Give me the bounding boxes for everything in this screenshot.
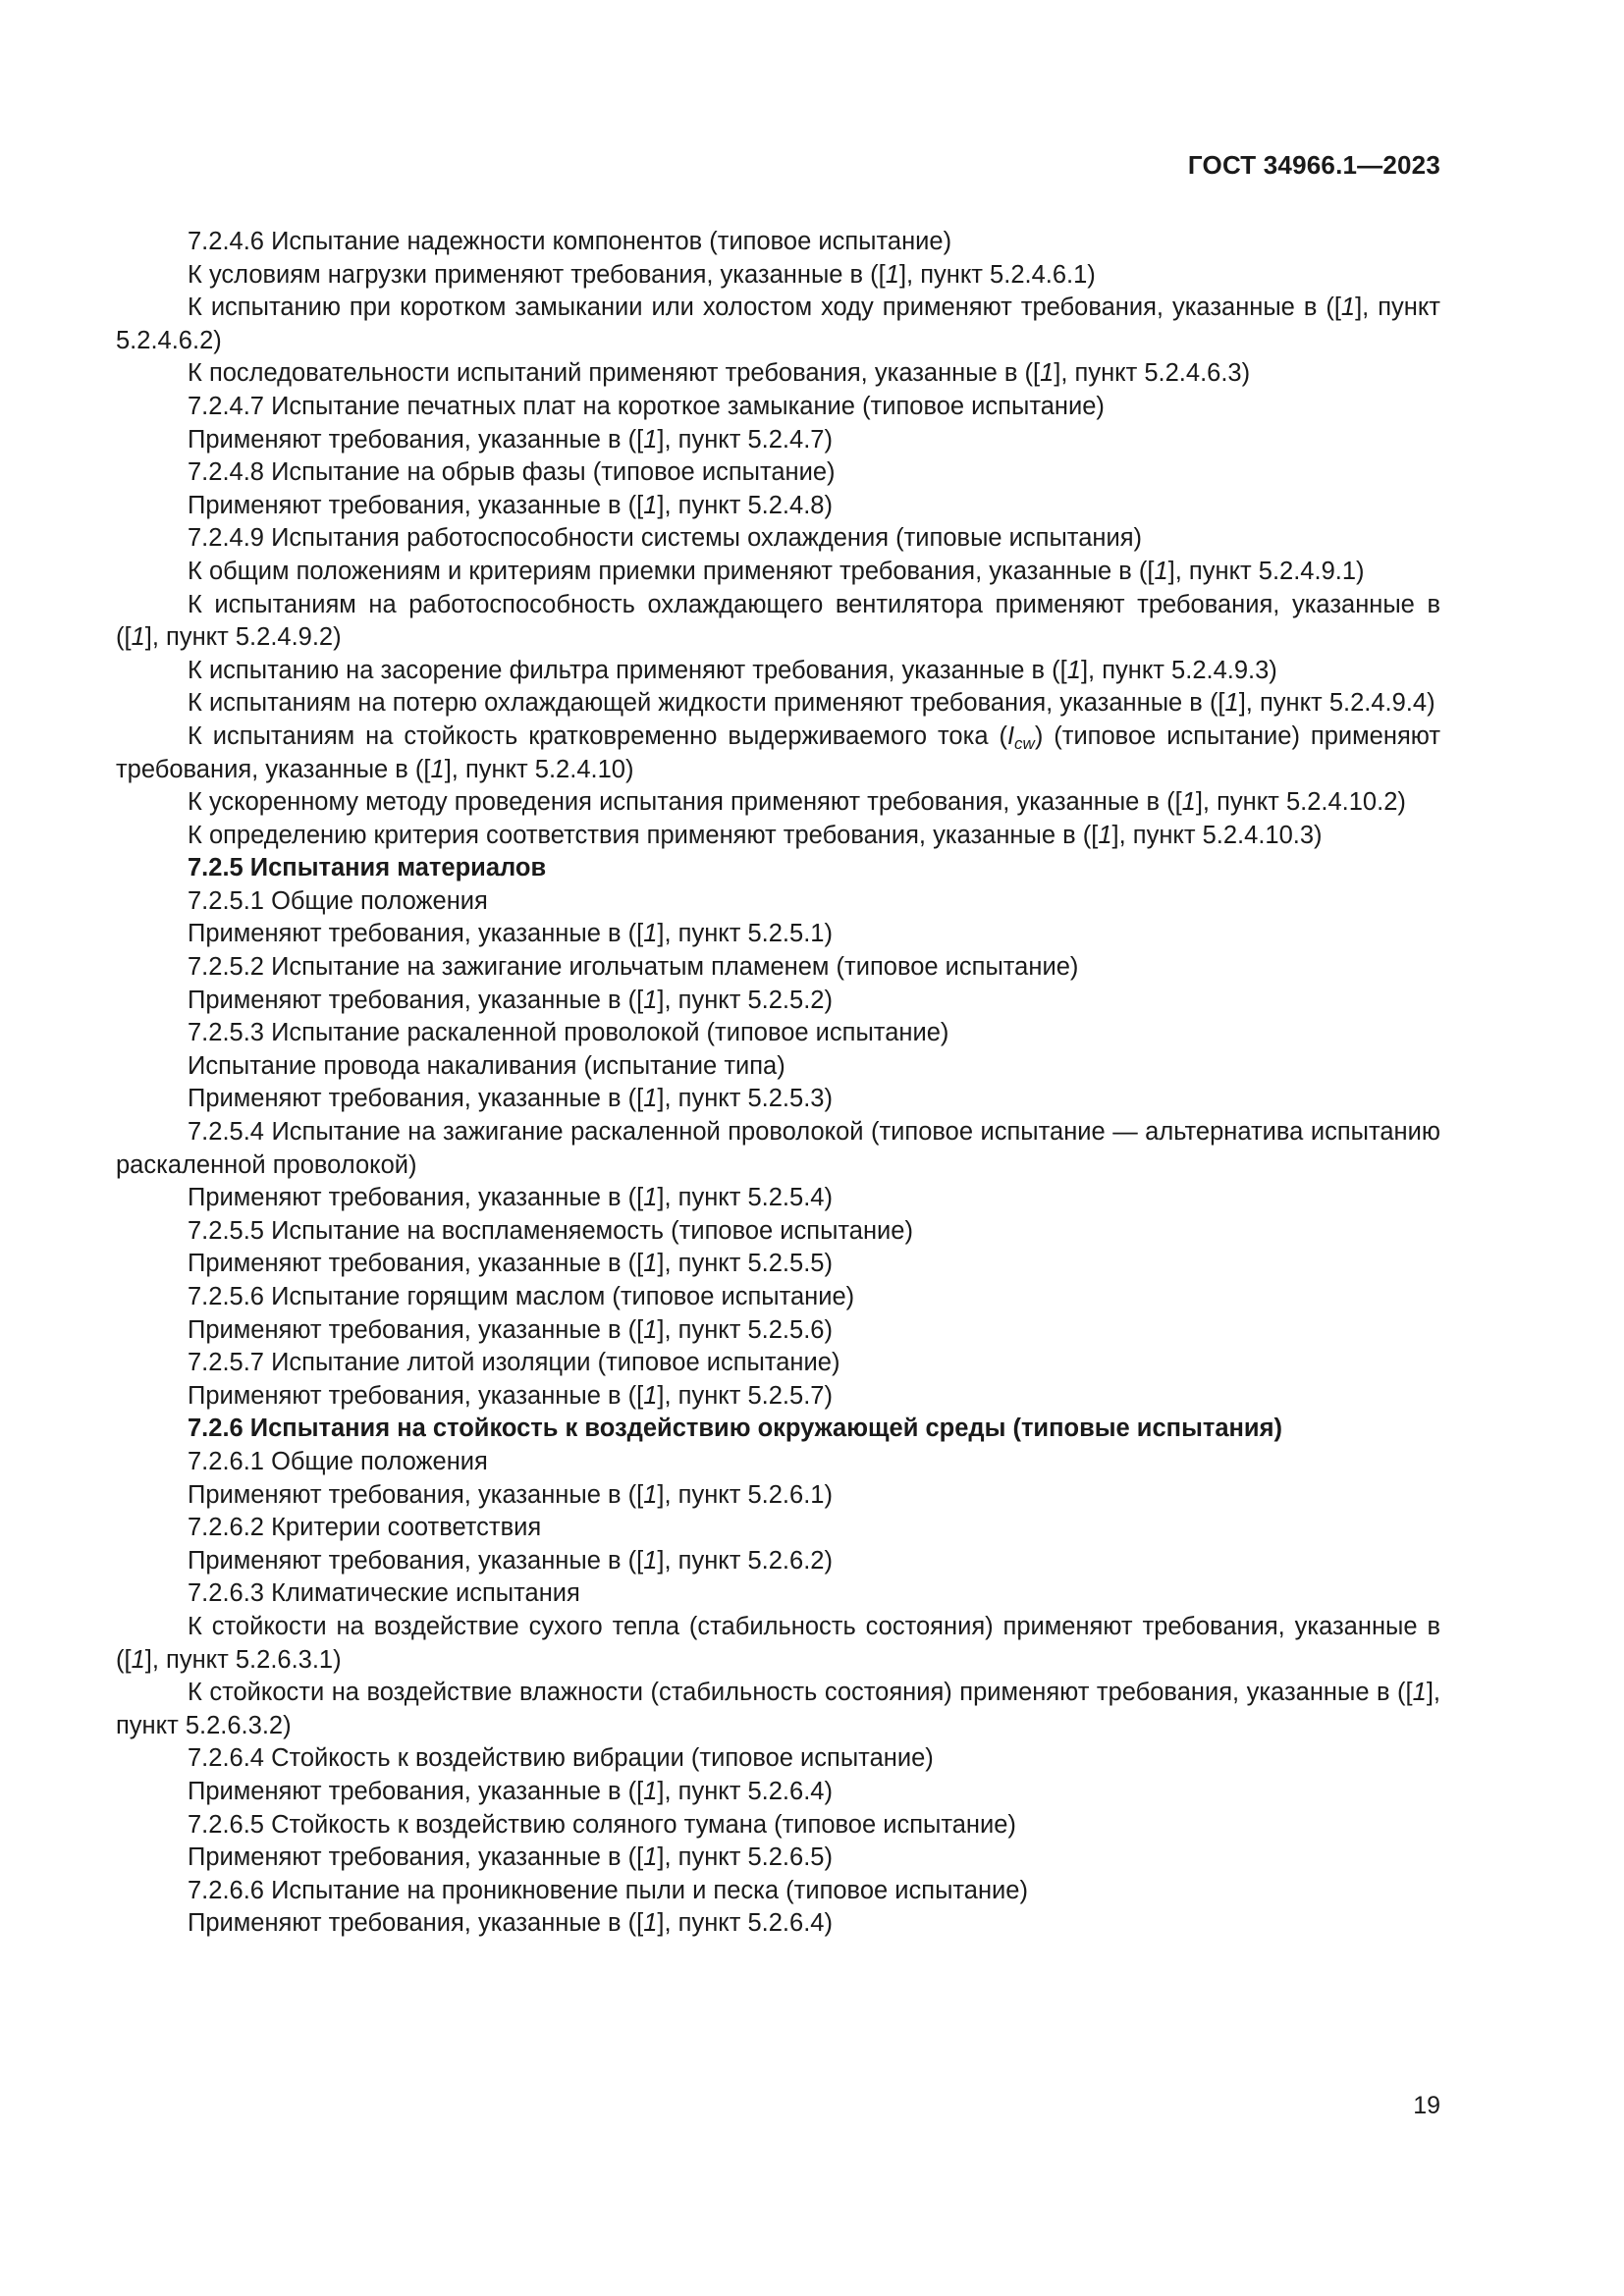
paragraph <box>116 1083 1440 1116</box>
text-run: ], пункт 5.2.5.2) <box>657 986 833 1014</box>
text-run: 7.2.6.6 Испытание на проникновение пыли и песка (типовое испытание) <box>188 1876 1028 1904</box>
paragraph <box>116 1577 1440 1611</box>
text-run: ], пункт 5.2.5.7) <box>657 1381 833 1410</box>
reference-number: 1 <box>1181 788 1196 817</box>
text-run: Применяют требования, указанные в ([ <box>188 491 644 519</box>
paragraph <box>116 1347 1440 1380</box>
paragraph <box>116 721 1440 786</box>
text-run: ], пункт 5.2.4.9.4) <box>1238 689 1435 718</box>
reference-number: 1 <box>643 1546 658 1575</box>
reference-number: I <box>1006 721 1015 750</box>
paragraph <box>116 456 1440 490</box>
text-run: ], пункт 5.2.4.9.1) <box>1167 557 1365 585</box>
text-run: Применяют требования, указанные в ([ <box>188 1480 644 1509</box>
text-run: 7.2.6.4 Стойкость к воздействию вибрации (типовое испытание) <box>188 1744 934 1773</box>
paragraph <box>116 1281 1440 1314</box>
text-run: К определению критерия соответствия применяют требования, указанные в ([ <box>188 821 1099 849</box>
text-run: Испытание провода накаливания (испытание типа) <box>188 1051 785 1080</box>
text-run: ], пункт 5.2.4.10.3) <box>1111 821 1323 849</box>
text-run: Применяют требования, указанные в ([ <box>188 920 644 948</box>
text-run: К последовательности испытаний применяют требования, указанные в ([ <box>188 359 1041 388</box>
text-run: ], пункт 5.2.5.5) <box>657 1250 833 1278</box>
text-run: Применяют требования, указанные в ([ <box>188 1381 644 1410</box>
text-run: ], пункт 5.2.4.10) <box>444 755 634 783</box>
text-run: К испытанию при коротком замыкании или холостом ходу применяют требования, указанные в ([ <box>188 294 1341 322</box>
paragraph <box>116 1017 1440 1050</box>
paragraph <box>116 1314 1440 1348</box>
text-run: Применяют требования, указанные в ([ <box>188 1843 644 1872</box>
paragraph <box>116 1446 1440 1479</box>
paragraph <box>116 820 1440 853</box>
text-run: К испытанию на засорение фильтра применяют требования, указанные в ([ <box>188 656 1067 684</box>
text-run: 7.2.5.6 Испытание горящим маслом (типовое испытание) <box>188 1283 855 1310</box>
paragraph <box>116 985 1440 1018</box>
text-run: 7.2.5.2 Испытание на зажигание игольчатым пламенем (типовое испытание) <box>188 953 1079 982</box>
page-number: 19 <box>1413 2092 1440 2119</box>
paragraph <box>116 226 1440 259</box>
reference-number: 1 <box>1224 689 1239 718</box>
subscript: cw <box>1014 733 1035 753</box>
paragraph <box>116 655 1440 688</box>
text-run: 7.2.5.4 Испытание на зажигание раскаленной проволокой (типовое испытание — альтернатива испытанию раскаленной проволокой) <box>116 1118 1440 1179</box>
paragraph <box>116 357 1440 391</box>
text-run: К общим положениям и критериям приемки применяют требования, указанные в ([ <box>188 557 1155 585</box>
reference-number: 1 <box>1098 821 1112 849</box>
reference-number: 1 <box>643 1843 658 1872</box>
paragraph <box>116 1545 1440 1578</box>
text-run: ], пункт 5.2.4.6.2) <box>116 294 1440 354</box>
text-run: ], пункт 5.2.6.3.2) <box>116 1679 1440 1739</box>
text-run: ], пункт 5.2.5.4) <box>657 1184 833 1212</box>
text-run: Применяют требования, указанные в ([ <box>188 1250 644 1278</box>
text-run: ], пункт 5.2.4.7) <box>657 425 833 454</box>
paragraph <box>116 786 1440 820</box>
paragraph <box>116 1479 1440 1513</box>
paragraph <box>116 556 1440 589</box>
document-body <box>116 226 1440 1941</box>
text-run: 7.2.4.6 Испытание надежности компонентов (типовое испытание) <box>188 228 952 255</box>
text-run: Применяют требования, указанные в ([ <box>188 986 644 1014</box>
paragraph <box>116 1512 1440 1545</box>
text-run: К испытаниям на стойкость кратковременно выдерживаемого тока ( <box>188 721 1007 750</box>
paragraph <box>116 1611 1440 1677</box>
paragraph <box>116 522 1440 556</box>
text-run: К ускоренному методу проведения испытания применяют требования, указанные в ([ <box>188 788 1182 817</box>
paragraph <box>116 1380 1440 1414</box>
text-run: ], пункт 5.2.6.4) <box>657 1777 833 1805</box>
paragraph <box>116 1809 1440 1842</box>
text-run: К стойкости на воздействие сухого тепла (стабильность состояния) применяют требования, указанные в ([ <box>116 1612 1440 1674</box>
reference-number: 1 <box>643 425 658 454</box>
paragraph <box>116 687 1440 721</box>
paragraph <box>116 424 1440 457</box>
paragraph <box>116 589 1440 655</box>
reference-number: 1 <box>643 491 658 519</box>
text-run: Применяют требования, указанные в ([ <box>188 1777 644 1805</box>
paragraph <box>116 1182 1440 1215</box>
paragraph <box>116 1907 1440 1941</box>
paragraph <box>116 1677 1440 1742</box>
text-run: 7.2.5 Испытания материалов <box>188 854 547 882</box>
text-run: ], пункт 5.2.6.1) <box>657 1480 833 1509</box>
reference-number: 1 <box>1340 294 1356 322</box>
reference-number: 1 <box>643 1381 658 1410</box>
text-run: ], пункт 5.2.4.10.2) <box>1195 788 1406 817</box>
text-run: ], пункт 5.2.5.1) <box>657 920 833 948</box>
text-run: ], пункт 5.2.4.9.2) <box>144 623 342 652</box>
text-run: 7.2.5.3 Испытание раскаленной проволокой (типовое испытание) <box>188 1019 949 1047</box>
text-run: ], пункт 5.2.6.3.1) <box>144 1645 342 1674</box>
paragraph <box>116 1248 1440 1281</box>
paragraph <box>116 1116 1440 1182</box>
text-run: 7.2.4.8 Испытание на обрыв фазы (типовое испытание) <box>188 458 836 487</box>
text-run: 7.2.6.2 Критерии соответствия <box>188 1514 542 1542</box>
text-run: 7.2.6.1 Общие положения <box>188 1447 488 1475</box>
reference-number: 1 <box>1412 1679 1427 1707</box>
reference-number: 1 <box>643 920 658 948</box>
paragraph <box>116 1776 1440 1809</box>
paragraph <box>116 951 1440 985</box>
reference-number: 1 <box>1040 359 1055 388</box>
reference-number: 1 <box>131 1645 145 1674</box>
paragraph <box>116 918 1440 951</box>
text-run: Применяют требования, указанные в ([ <box>188 425 644 454</box>
text-run: ], пункт 5.2.4.6.1) <box>898 260 1096 289</box>
paragraph <box>116 1875 1440 1908</box>
text-run: Применяют требования, указанные в ([ <box>188 1909 644 1938</box>
reference-number: 1 <box>1154 557 1168 585</box>
text-run: 7.2.5.5 Испытание на воспламеняемость (типовое испытание) <box>188 1216 913 1245</box>
text-run: 7.2.4.7 Испытание печатных плат на короткое замыкание (типовое испытание) <box>188 392 1105 420</box>
text-run: ], пункт 5.2.6.4) <box>657 1909 833 1938</box>
paragraph <box>116 885 1440 919</box>
reference-number: 1 <box>643 1184 658 1212</box>
text-run: ], пункт 5.2.5.6) <box>657 1315 833 1344</box>
text-run: ], пункт 5.2.6.2) <box>657 1546 833 1575</box>
reference-number: 1 <box>643 1777 658 1805</box>
reference-number: 1 <box>430 755 445 783</box>
text-run: К стойкости на воздействие влажности (стабильность состояния) применяют требования, указанные в ([ <box>188 1679 1413 1707</box>
text-run: Применяют требования, указанные в ([ <box>188 1315 644 1344</box>
reference-number: 1 <box>643 986 658 1014</box>
text-run: ], пункт 5.2.4.8) <box>657 491 833 519</box>
reference-number: 1 <box>643 1315 658 1344</box>
document-id: ГОСТ 34966.1—2023 <box>1187 150 1440 180</box>
paragraph <box>116 391 1440 424</box>
text-run: К условиям нагрузки применяют требования, указанные в ([ <box>188 260 886 289</box>
reference-number: 1 <box>643 1909 658 1938</box>
text-run: 7.2.4.9 Испытания работоспособности системы охлаждения (типовые испытания) <box>188 524 1143 553</box>
paragraph <box>116 1742 1440 1776</box>
text-run: Применяют требования, указанные в ([ <box>188 1546 644 1575</box>
reference-number: 1 <box>643 1085 658 1113</box>
text-run: 7.2.6.3 Климатические испытания <box>188 1579 580 1608</box>
text-run: 7.2.6.5 Стойкость к воздействию соляного тумана (типовое испытание) <box>188 1810 1016 1839</box>
text-run: ], пункт 5.2.4.9.3) <box>1080 656 1277 684</box>
paragraph <box>116 259 1440 293</box>
text-run: К испытаниям на работоспособность охлаждающего вентилятора применяют требования, указанные в ([ <box>116 590 1440 652</box>
paragraph <box>116 1050 1440 1084</box>
text-run: Применяют требования, указанные в ([ <box>188 1085 644 1113</box>
reference-number: 1 <box>643 1480 658 1509</box>
text-run: ], пункт 5.2.5.3) <box>657 1085 833 1113</box>
paragraph <box>116 292 1440 357</box>
text-run: 7.2.5.1 Общие положения <box>188 886 488 915</box>
reference-number: 1 <box>643 1250 658 1278</box>
text-run: К испытаниям на потерю охлаждающей жидкости применяют требования, указанные в ([ <box>188 689 1225 718</box>
reference-number: 1 <box>1066 656 1081 684</box>
text-run: 7.2.6 Испытания на стойкость к воздействию окружающей среды (типовые испытания) <box>188 1415 1282 1443</box>
text-run: Применяют требования, указанные в ([ <box>188 1184 644 1212</box>
text-run: ], пункт 5.2.6.5) <box>657 1843 833 1872</box>
paragraph <box>116 1842 1440 1875</box>
reference-number: 1 <box>131 623 145 652</box>
text-run: ], пункт 5.2.4.6.3) <box>1054 359 1251 388</box>
section-heading <box>116 852 1440 885</box>
text-run: ) (типовое испытание) применяют требования, указанные в ([ <box>116 721 1440 783</box>
reference-number: 1 <box>885 260 899 289</box>
paragraph <box>116 490 1440 523</box>
paragraph <box>116 1215 1440 1249</box>
section-heading <box>116 1413 1440 1446</box>
text-run: 7.2.5.7 Испытание литой изоляции (типовое испытание) <box>188 1349 840 1377</box>
